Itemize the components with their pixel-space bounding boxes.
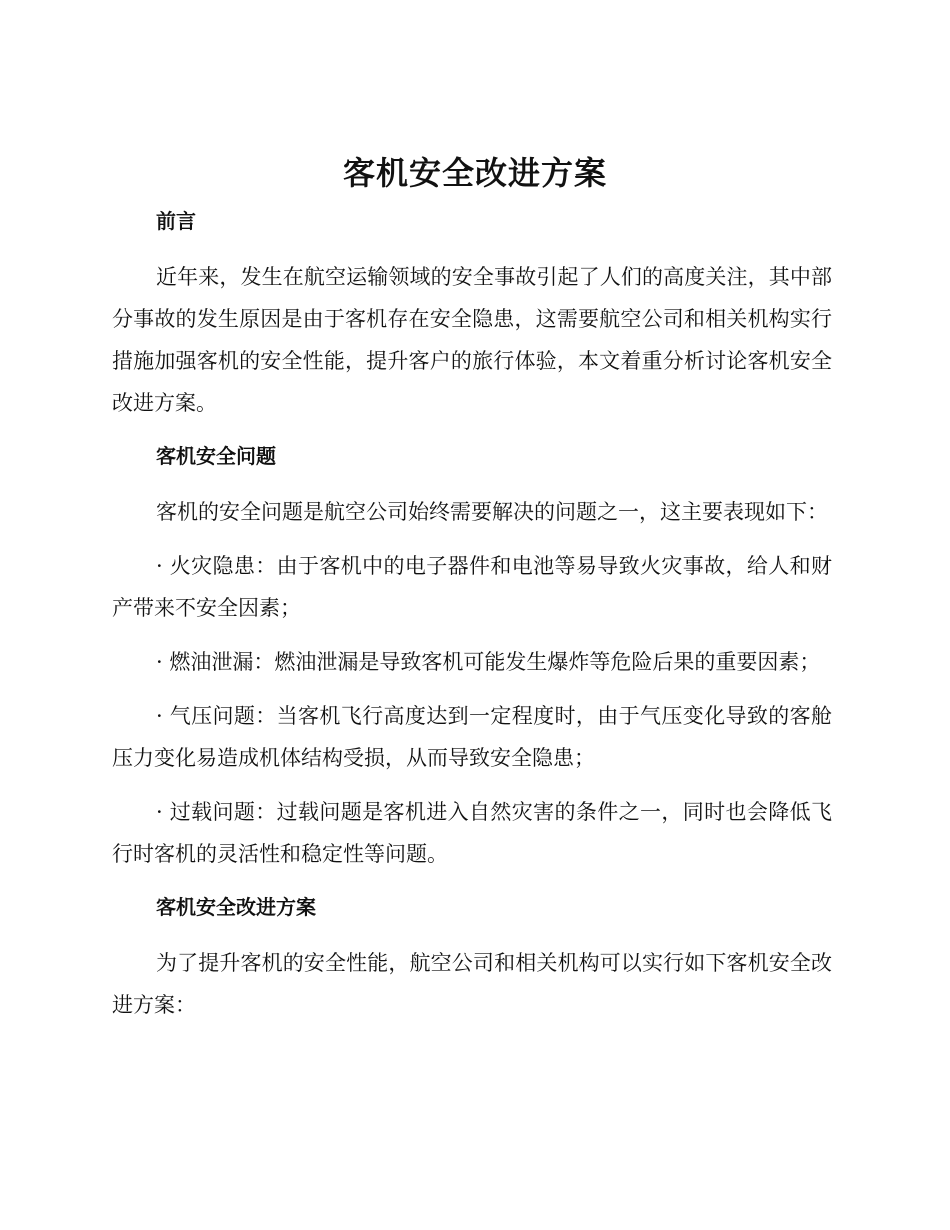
- bullet-item-fire-hazard: · 火灾隐患：由于客机中的电子器件和电池等易导致火灾事故，给人和财产带来不安全因素；: [112, 554, 832, 620]
- section-heading-preface: 前言: [156, 209, 196, 233]
- bullet-item-fuel-leak: · 燃油泄漏：燃油泄漏是导致客机可能发生爆炸等危险后果的重要因素；: [156, 650, 821, 674]
- paragraph: 客机的安全问题是航空公司始终需要解决的问题之一，这主要表现如下：: [156, 500, 828, 524]
- document-title: 客机安全改进方案: [342, 154, 607, 192]
- section-heading-safety-issues: 客机安全问题: [156, 444, 276, 468]
- paragraph: 近年来，发生在航空运输领域的安全事故引起了人们的高度关注，其中部分事故的发生原因是由于客机存在安全隐患，这需要航空公司和相关机构实行措施加强客机的安全性能，提升客户的旅行体验，本文着重分析讨论客机安全改进方案。: [112, 265, 832, 415]
- bullet-item-pressure: · 气压问题：当客机飞行高度达到一定程度时，由于气压变化导致的客舱压力变化易造成机体结构受损，从而导致安全隐患；: [112, 704, 832, 770]
- document-body: [112, 201, 832, 1038]
- section-heading-improvement-plan: 客机安全改进方案: [156, 895, 316, 919]
- bullet-item-overload: · 过载问题：过载问题是客机进入自然灾害的条件之一，同时也会降低飞行时客机的灵活性和稳定性等问题。: [112, 800, 832, 866]
- paragraph: 为了提升客机的安全性能，航空公司和相关机构可以实行如下客机安全改进方案：: [112, 951, 832, 1017]
